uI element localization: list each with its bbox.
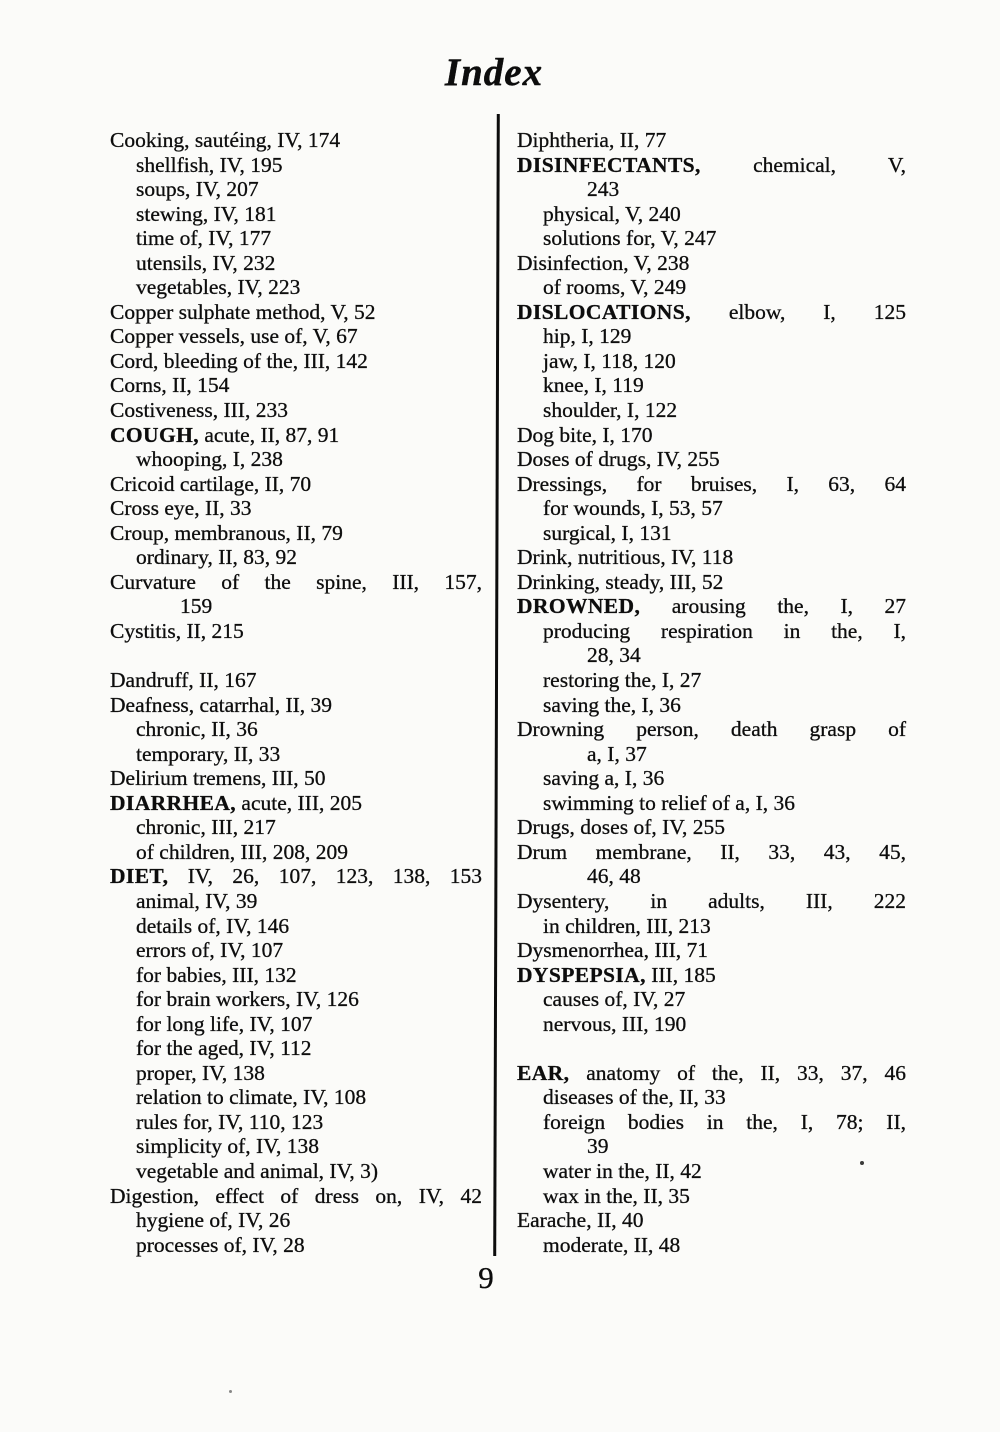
index-entry-line: swimming to relief of a, I, 36	[543, 790, 795, 815]
index-entry-line: of rooms, V, 249	[543, 275, 687, 300]
index-entry-line: DIARRHEA, acute, III, 205	[110, 790, 363, 815]
index-entry-line: 159	[180, 594, 213, 619]
index-entry-line: Digestion, effect of dress on, IV, 42	[110, 1183, 482, 1208]
index-entry-line: temporary, II, 33	[136, 741, 281, 766]
index-entry-line: diseases of the, II, 33	[543, 1085, 726, 1110]
index-entry-line: of children, III, 208, 209	[136, 839, 348, 864]
index-entry-line: restoring the, I, 27	[543, 668, 702, 693]
index-entry-line: a, I, 37	[587, 741, 647, 766]
index-entry-line: Cricoid cartilage, II, 70	[110, 471, 312, 496]
index-entry-line: foreign bodies in the, I, 78; II,	[543, 1109, 906, 1134]
index-entry-line: chronic, II, 36	[136, 717, 258, 742]
index-entry-line: Disinfection, V, 238	[517, 250, 690, 275]
index-entry-line: simplicity of, IV, 138	[136, 1134, 319, 1159]
index-headword: DYSPEPSIA,	[517, 962, 646, 987]
index-headword: COUGH,	[110, 422, 199, 447]
index-entry-line: Drum membrane, II, 33, 43, 45,	[517, 839, 906, 864]
blank-line	[110, 643, 482, 668]
scan-speck	[229, 1390, 232, 1393]
index-entry-line: 46, 48	[587, 864, 641, 889]
index-entry-line: for babies, III, 132	[136, 962, 297, 987]
index-headword: DISINFECTANTS,	[517, 152, 701, 177]
index-entry-line: saving a, I, 36	[543, 766, 665, 791]
index-entry-line: for wounds, I, 53, 57	[543, 496, 723, 521]
index-entry-line: errors of, IV, 107	[136, 938, 284, 963]
index-headword: DROWNED,	[517, 594, 641, 619]
index-entry-line: Copper sulphate method, V, 52	[110, 299, 376, 324]
index-entry-line: Curvature of the spine, III, 157,	[110, 569, 482, 594]
index-entry-line: jaw, I, 118, 120	[543, 348, 676, 373]
page-number: 9	[478, 1260, 494, 1295]
index-entry-line: EAR, anatomy of the, II, 33, 37, 46	[517, 1060, 907, 1085]
index-entry-line: for long life, IV, 107	[136, 1011, 313, 1036]
index-entry-line: hygiene of, IV, 26	[136, 1208, 291, 1233]
index-entry-line: DISINFECTANTS, chemical, V,	[517, 152, 906, 177]
index-entry-line: Dressings, for bruises, I, 63, 64	[517, 471, 906, 496]
index-headword: EAR,	[517, 1060, 570, 1085]
index-entry-line: moderate, II, 48	[543, 1232, 681, 1257]
scan-speck	[860, 1161, 864, 1165]
index-headword: DIET,	[110, 864, 169, 889]
index-entry-line: stewing, IV, 181	[136, 201, 277, 226]
index-entry-line: nervous, III, 190	[543, 1011, 687, 1036]
index-entry-line: Dandruff, II, 167	[110, 668, 257, 693]
left-column	[110, 128, 482, 1257]
index-entry-line: details of, IV, 146	[136, 913, 290, 938]
index-entry-line: Dysmenorrhea, III, 71	[517, 938, 709, 963]
index-entry-line: water in the, II, 42	[543, 1158, 702, 1183]
index-entry-line: whooping, I, 238	[136, 447, 283, 472]
index-entry-line: utensils, IV, 232	[136, 250, 276, 275]
index-entry-line: proper, IV, 138	[136, 1060, 265, 1085]
right-column	[517, 128, 906, 1257]
index-entry-line: vegetables, IV, 223	[136, 275, 301, 300]
page-title: Index	[444, 51, 544, 94]
index-entry-line: Drowning person, death grasp of	[517, 717, 906, 742]
index-entry-line: shoulder, I, 122	[543, 398, 678, 423]
index-entry-line: Drinking, steady, III, 52	[517, 569, 724, 594]
index-entry-line: DYSPEPSIA, III, 185	[517, 962, 716, 987]
index-entry-line: Dysentery, in adults, III, 222	[517, 888, 906, 913]
index-entry-line: Delirium tremens, III, 50	[110, 766, 326, 791]
index-entry-line: COUGH, acute, II, 87, 91	[110, 422, 340, 447]
index-entry-line: physical, V, 240	[543, 201, 681, 226]
index-entry-line: relation to climate, IV, 108	[136, 1085, 367, 1110]
index-entry-line: ordinary, II, 83, 92	[136, 545, 298, 570]
index-entry-line: Copper vessels, use of, V, 67	[110, 324, 358, 349]
index-entry-line: Costiveness, III, 233	[110, 398, 288, 423]
index-entry-line: Dog bite, I, 170	[517, 422, 653, 447]
column-divider-rule	[493, 114, 500, 1256]
index-entry-line: 28, 34	[587, 643, 641, 668]
index-entry-line: chronic, III, 217	[136, 815, 276, 840]
index-entry-line: Cooking, sautéing, IV, 174	[110, 128, 341, 152]
index-entry-line: Drink, nutritious, IV, 118	[517, 545, 734, 570]
index-entry-line: wax in the, II, 35	[543, 1183, 690, 1208]
index-headword: DISLOCATIONS,	[517, 299, 691, 324]
index-entry-line: soups, IV, 207	[136, 177, 259, 202]
index-entry-line: DROWNED, arousing the, I, 27	[517, 594, 907, 619]
index-entry-line: Cystitis, II, 215	[110, 618, 244, 643]
blank-line	[517, 1036, 906, 1061]
index-entry-line: DISLOCATIONS, elbow, I, 125	[517, 299, 906, 324]
index-entry-line: knee, I, 119	[543, 373, 644, 398]
index-entry-line: Cross eye, II, 33	[110, 496, 252, 521]
index-entry-line: for brain workers, IV, 126	[136, 987, 359, 1012]
index-entry-line: Corns, II, 154	[110, 373, 230, 398]
index-entry-line: Croup, membranous, II, 79	[110, 520, 343, 545]
index-entry-line: saving the, I, 36	[543, 692, 681, 717]
index-entry-line: in children, III, 213	[543, 913, 711, 938]
index-entry-line: Doses of drugs, IV, 255	[517, 447, 720, 472]
index-entry-line: vegetable and animal, IV, 3)	[136, 1158, 378, 1183]
index-entry-line: Diphtheria, II, 77	[517, 128, 667, 152]
index-entry-line: rules for, IV, 110, 123	[136, 1109, 324, 1134]
index-entry-line: animal, IV, 39	[136, 888, 258, 913]
index-entry-line: 39	[587, 1134, 609, 1159]
index-entry-line: producing respiration in the, I,	[543, 618, 906, 643]
index-entry-line: hip, I, 129	[543, 324, 632, 349]
index-entry-line: causes of, IV, 27	[543, 987, 686, 1012]
index-entry-line: Deafness, catarrhal, II, 39	[110, 692, 333, 717]
index-entry-line: DIET, IV, 26, 107, 123, 138, 153	[110, 864, 482, 889]
index-entry-line: 243	[587, 177, 620, 202]
index-entry-line: shellfish, IV, 195	[136, 152, 283, 177]
index-entry-line: Drugs, doses of, IV, 255	[517, 815, 726, 840]
index-entry-line: solutions for, V, 247	[543, 226, 717, 251]
index-entry-line: surgical, I, 131	[543, 520, 672, 545]
index-entry-line: processes of, IV, 28	[136, 1232, 305, 1257]
index-entry-line: Cord, bleeding of the, III, 142	[110, 348, 368, 373]
index-headword: DIARRHEA,	[110, 790, 237, 815]
index-entry-line: for the aged, IV, 112	[136, 1036, 312, 1061]
index-entry-line: Earache, II, 40	[517, 1208, 644, 1233]
index-entry-line: time of, IV, 177	[136, 226, 272, 251]
